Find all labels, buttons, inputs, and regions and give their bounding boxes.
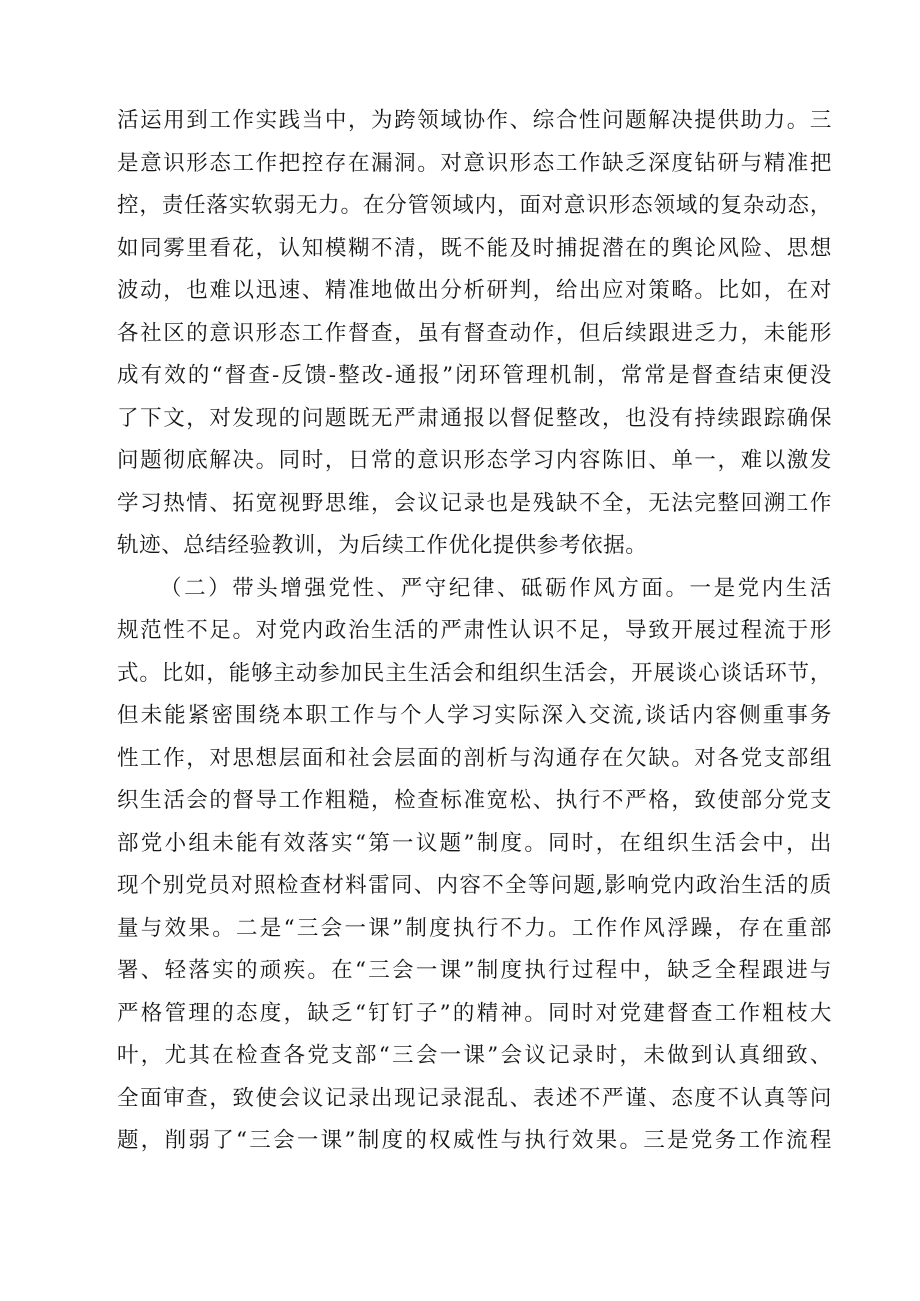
paragraph-end-line: 轨迹、总结经验教训，为后续工作优化提供参考依据。 [117,533,648,558]
text-line: 是意识形态工作把控存在漏洞。对意识形态工作缺乏深度钻研与精准把 [117,150,832,176]
text-line: 各社区的意识形态工作督查，虽有督查动作，但后续跟进乏力，未能形 [117,320,832,346]
section-heading-line: （二）带头增强党性、严守纪律、砥砺作风方面。一是党内生活 [160,575,832,601]
text-line: 叶，尤其在检查各党支部“三会一课”会议记录时，未做到认真细致、 [117,1043,832,1068]
text-line: 性工作，对思想层面和社会层面的剖析与沟通存在欠缺。对各党支部组 [117,745,832,771]
text-line: 了下文，对发现的问题既无严肃通报以督促整改，也没有持续跟踪确保 [117,405,832,431]
text-line: 题，削弱了“三会一课”制度的权威性与执行效果。三是党务工作流程 [117,1128,832,1153]
text-line: 成有效的“督查-反馈-整改-通报”闭环管理机制，常常是督查结束便没 [117,363,832,388]
text-line: 波动，也难以迅速、精准地做出分析研判，给出应对策略。比如，在对 [117,278,832,303]
text-line: 规范性不足。对党内政治生活的严肃性认识不足，导致开展过程流于形 [117,618,832,643]
text-line: 但未能紧密围绕本职工作与个人学习实际深入交流,谈话内容侧重事务 [117,703,832,728]
text-line: 署、轻落实的顽疾。在“三会一课”制度执行过程中，缺乏全程跟进与 [117,958,832,983]
text-line: 活运用到工作实践当中，为跨领域协作、综合性问题解决提供助力。三 [117,108,832,133]
text-line: 织生活会的督导工作粗糙，检查标准宽松、执行不严格，致使部分党支 [117,788,832,813]
text-line: 式。比如，能够主动参加民主生活会和组织生活会，开展谈心谈话环节， [117,660,832,686]
text-line: 问题彻底解决。同时，日常的意识形态学习内容陈旧、单一，难以激发 [117,448,832,473]
text-line: 量与效果。二是“三会一课”制度执行不力。工作作风浮躁，存在重部 [117,915,832,941]
text-line: 如同雾里看花，认知模糊不清，既不能及时捕捉潜在的舆论风险、思想 [117,235,832,261]
text-line: 部党小组未能有效落实“第一议题”制度。同时，在组织生活会中，出 [117,830,832,856]
text-line: 全面审查，致使会议记录出现记录混乱、表述不严谨、态度不认真等问 [117,1085,832,1111]
text-line: 学习热情、拓宽视野思维，会议记录也是残缺不全，无法完整回溯工作 [117,490,832,516]
text-line: 严格管理的态度，缺乏“钉钉子”的精神。同时对党建督查工作粗枝大 [117,1000,832,1026]
text-line: 现个别党员对照检查材料雷同、内容不全等问题,影响党内政治生活的质 [117,873,832,898]
document-body [117,100,832,1163]
text-line: 控，责任落实软弱无力。在分管领域内，面对意识形态领域的复杂动态， [117,193,832,218]
